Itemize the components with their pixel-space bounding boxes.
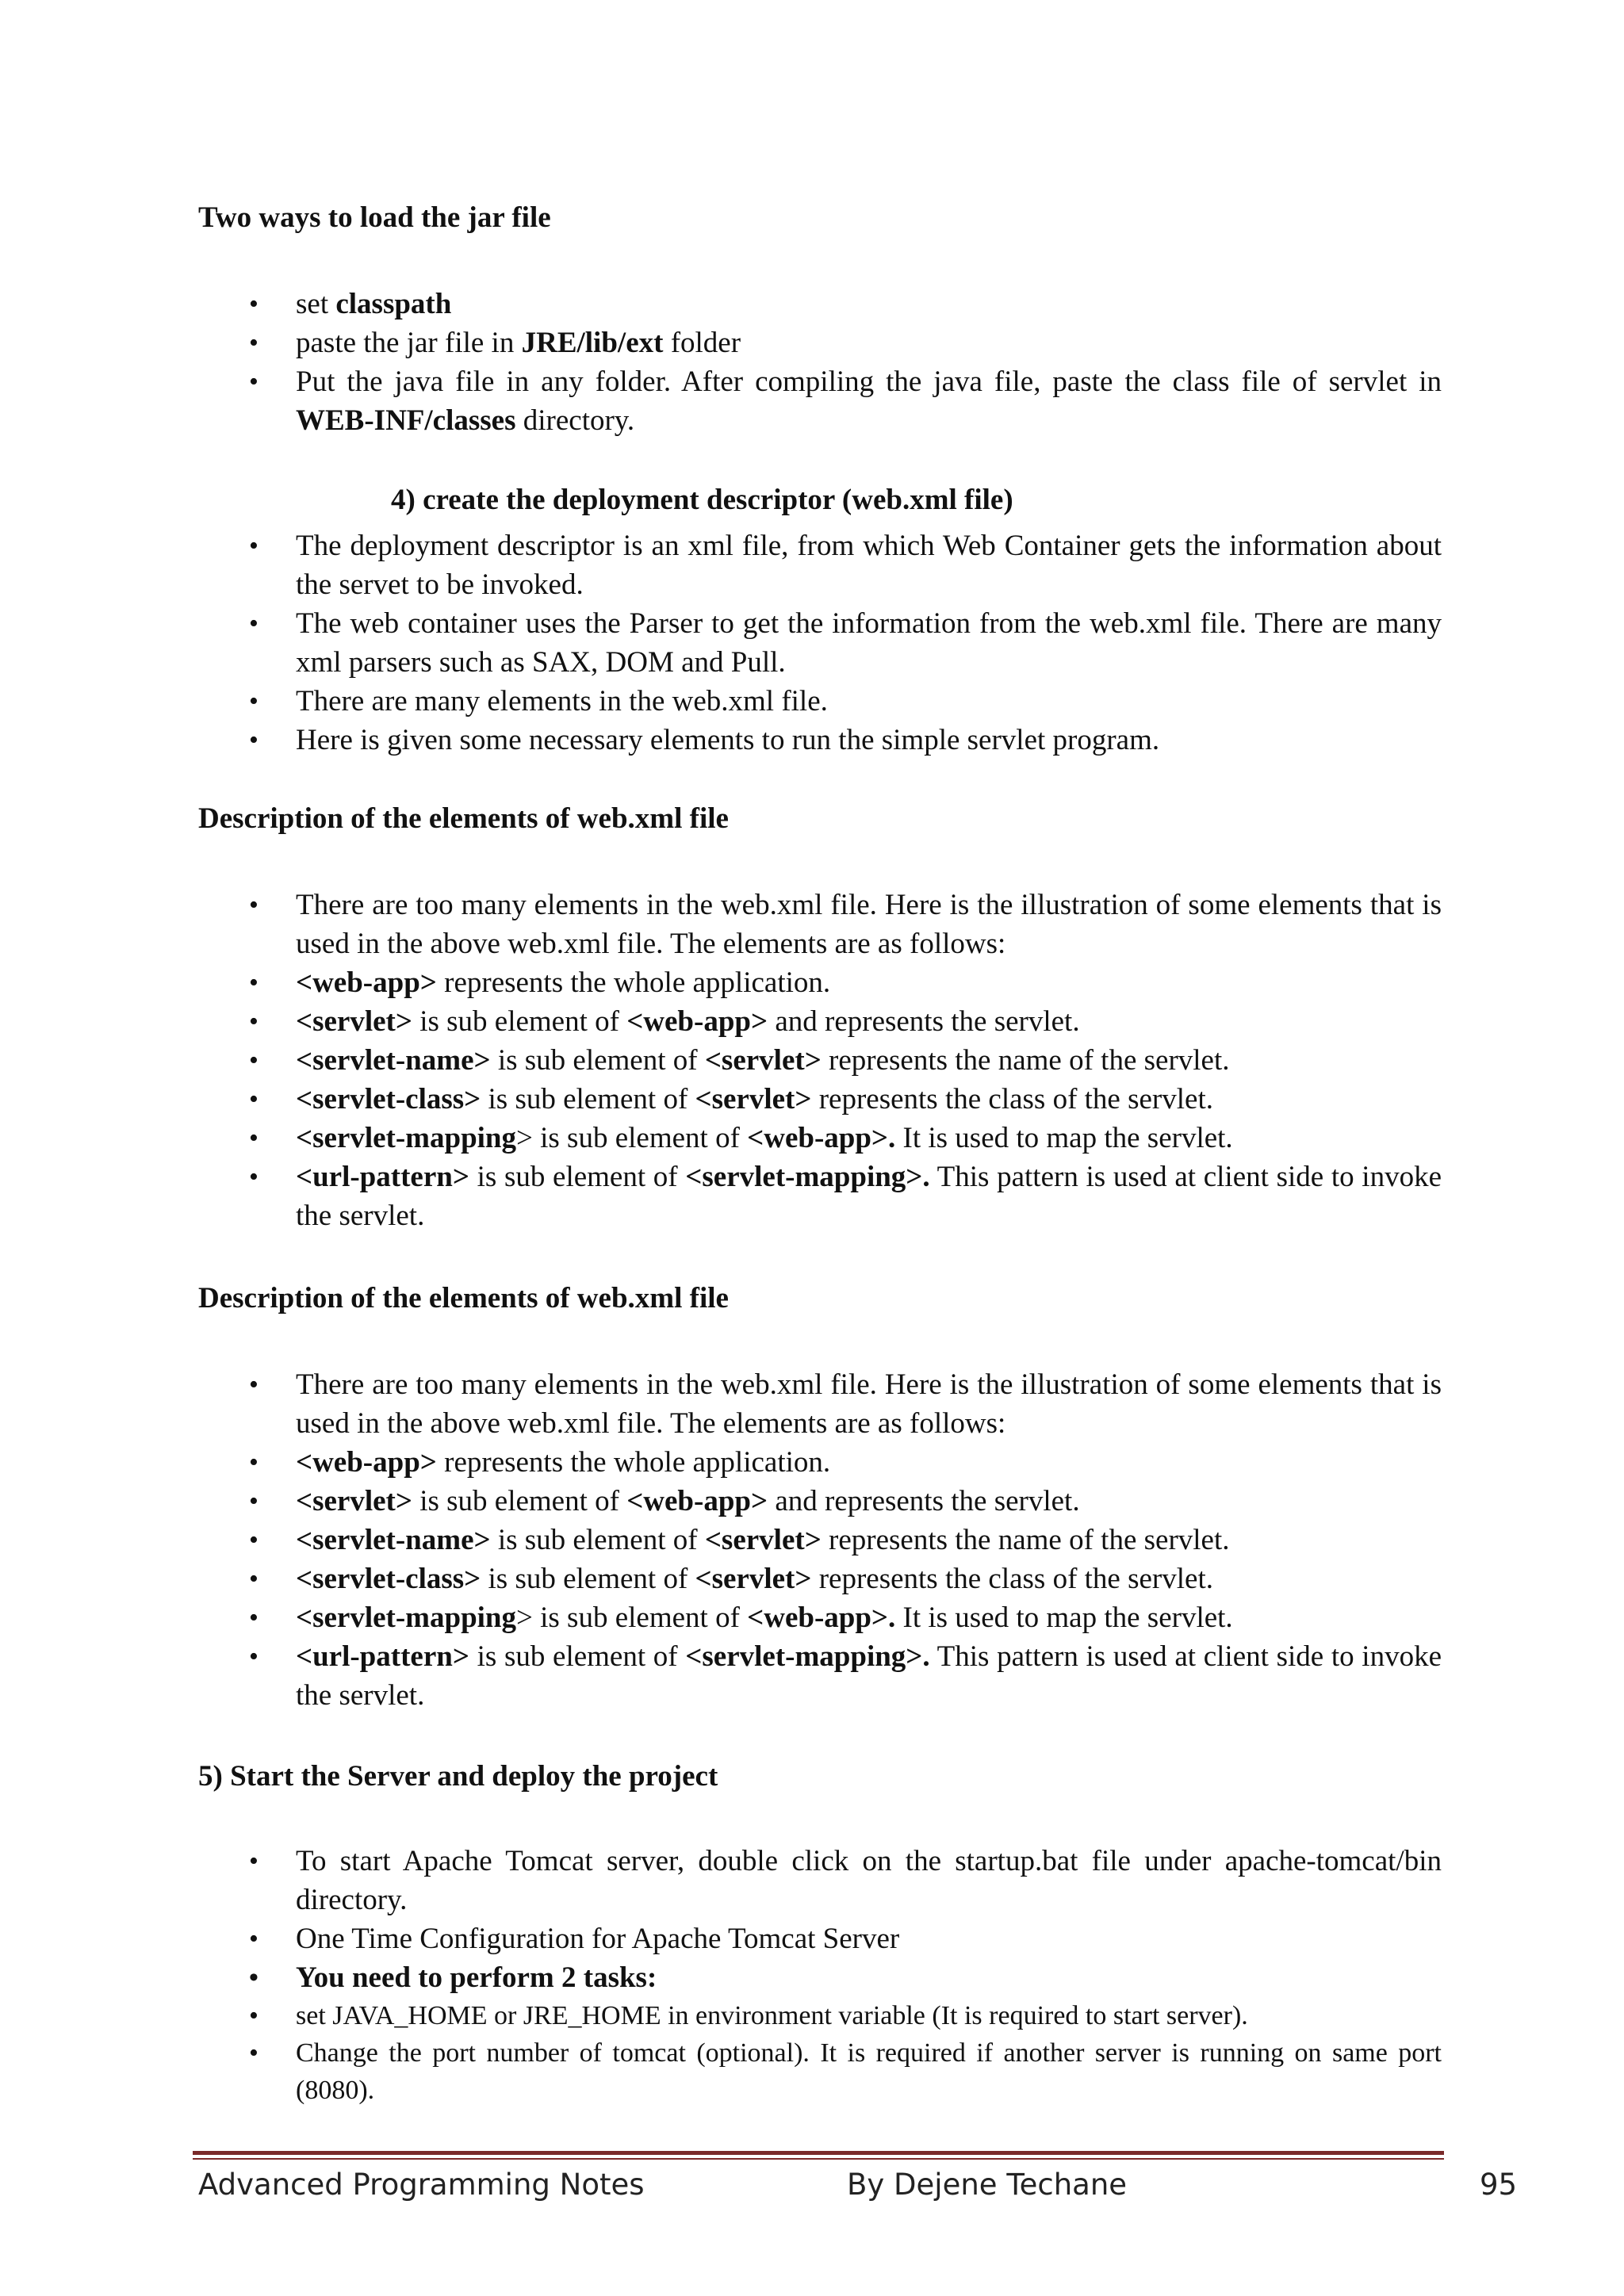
list-item: • There are too many elements in the web.xml file. Here is the illustration of some elements that is used in the above web.xml file. The elements are as follows: [198,1365,1442,1443]
list-item: • There are many elements in the web.xml file. [198,682,1442,721]
list-item: • You need to perform 2 tasks: [198,1958,1442,1997]
list-item: • Put the java file in any folder. After compiling the java file, paste the class file of servlet in WEB-INF/classes directory. [198,362,1442,440]
list-item: • <url-pattern> is sub element of <servlet-mapping>. This pattern is used at client side to invoke the servlet. [198,1637,1442,1715]
heading-elements-description-1: Description of the elements of web.xml file [198,802,729,835]
list-item: • <web-app> represents the whole application. [198,1443,1442,1482]
list-item: • There are too many elements in the web.xml file. Here is the illustration of some elements that is used in the above web.xml file. The elements are as follows: [198,886,1442,963]
list-item: • The deployment descriptor is an xml file, from which Web Container gets the information about the servet to be invoked. [198,526,1442,604]
footer-author: By Dejene Techane [847,2168,1128,2202]
list-elements-description-1 [198,886,1442,1235]
list-item: • Change the port number of tomcat (optional). It is required if another server is running on same port (8080). [198,2034,1442,2109]
list-item: • <servlet-mapping> is sub element of <web-app>. It is used to map the servlet. [198,1598,1442,1637]
list-item: • set classpath [198,285,1442,323]
list-item: • <url-pattern> is sub element of <servlet-mapping>. This pattern is used at client side to invoke the servlet. [198,1158,1442,1235]
list-item: • <servlet-mapping> is sub element of <web-app>. It is used to map the servlet. [198,1119,1442,1158]
footer-rule-thin [193,2158,1444,2160]
footer-rule-thick [193,2151,1444,2155]
list-load-jar [198,285,1442,440]
list-elements-description-2 [198,1365,1442,1715]
list-item: • <servlet-name> is sub element of <servlet> represents the name of the servlet. [198,1521,1442,1559]
list-item: • <web-app> represents the whole application. [198,963,1442,1002]
heading-elements-description-2: Description of the elements of web.xml file [198,1282,729,1314]
list-item: • <servlet> is sub element of <web-app> and represents the servlet. [198,1002,1442,1041]
heading-deployment-descriptor: 4) create the deployment descriptor (web.xml file) [391,484,1013,516]
list-item: • <servlet> is sub element of <web-app> and represents the servlet. [198,1482,1442,1521]
list-item: • <servlet-name> is sub element of <servlet> represents the name of the servlet. [198,1041,1442,1080]
list-item: • <servlet-class> is sub element of <servlet> represents the class of the servlet. [198,1559,1442,1598]
list-start-server [198,1842,1442,2109]
list-item: • Here is given some necessary elements to run the simple servlet program. [198,721,1442,760]
heading-load-jar: Two ways to load the jar file [198,201,551,234]
list-item: • One Time Configuration for Apache Tomcat Server [198,1919,1442,1958]
list-deployment-descriptor [198,526,1442,760]
heading-start-server: 5) Start the Server and deploy the project [198,1760,718,1793]
list-item: • paste the jar file in JRE/lib/ext folder [198,323,1442,362]
list-item: • <servlet-class> is sub element of <servlet> represents the class of the servlet. [198,1080,1442,1119]
footer-title: Advanced Programming Notes [198,2168,645,2202]
list-item: • set JAVA_HOME or JRE_HOME in environment variable (It is required to start server). [198,1997,1442,2034]
page-number: 95 [1480,2168,1518,2202]
list-item: • The web container uses the Parser to get the information from the web.xml file. There are many xml parsers such as SAX, DOM and Pull. [198,604,1442,682]
list-item: • To start Apache Tomcat server, double click on the startup.bat file under apache-tomcat/bin directory. [198,1842,1442,1919]
